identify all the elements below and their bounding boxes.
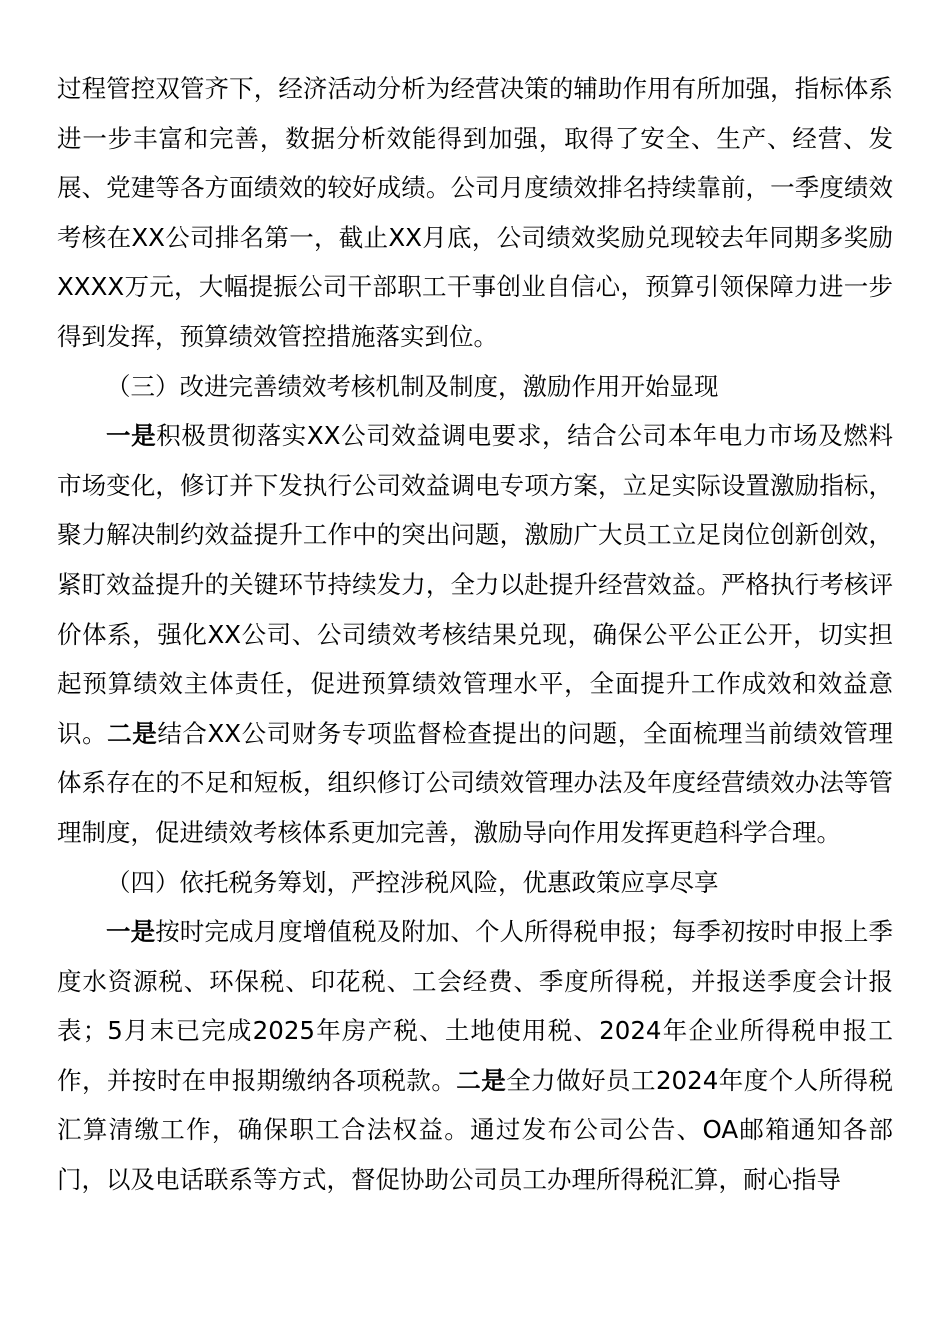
heading-text: （三）改进完善绩效考核机制及制度，激励作用开始显现 xyxy=(106,371,719,401)
section-heading-4 xyxy=(57,858,893,908)
emphasis-first: 一是 xyxy=(106,421,157,451)
heading-text: （四）依托税务筹划，严控涉税风险，优惠政策应享尽享 xyxy=(106,867,719,897)
paragraph-assessment-mechanism xyxy=(57,411,893,857)
section-heading-3 xyxy=(57,362,893,412)
paragraph-performance-results xyxy=(57,64,893,362)
paragraph-text: 结合XX公司财务专项监督检查提出的问题，全面梳理当前绩效管理体系存在的不足和短板，组织修订公司绩效管理办法及年度经营绩效办法等管理制度，促进绩效考核体系更加完善，激励导向作用发挥更趋科学合理。 xyxy=(57,718,893,847)
emphasis-first: 一是 xyxy=(106,917,156,947)
paragraph-tax-planning xyxy=(57,907,893,1205)
emphasis-second: 二是 xyxy=(107,718,158,748)
paragraph-text: 按时完成月度增值税及附加、个人所得税申报；每季初按时申报上季度水资源税、环保税、印花税、工会经费、季度所得税，并报送季度会计报表；5月末已完成2025年房产税、土地使用税、2024年企业所得税申报工作，并按时在申报期缴纳各项税款。 xyxy=(57,917,894,1095)
paragraph-text: 积极贯彻落实XX公司效益调电要求，结合公司本年电力市场及燃料市场变化，修订并下发执行公司效益调电专项方案，立足实际设置激励指标，聚力解决制约效益提升工作中的突出问题，激励广大员工立足岗位创新创效，紧盯效益提升的关键环节持续发力，全力以赴提升经营效益。严格执行考核评价体系，强化XX公司、公司绩效考核结果兑现，确保公平公正公开，切实担起预算绩效主体责任，促进预算绩效管理水平，全面提升工作成效和效益意识。 xyxy=(57,421,893,748)
paragraph-text: 过程管控双管齐下，经济活动分析为经营决策的辅助作用有所加强，指标体系进一步丰富和完善，数据分析效能得到加强，取得了安全、生产、经营、发展、党建等各方面绩效的较好成绩。公司月度绩效排名持续靠前，一季度绩效考核在XX公司排名第一，截止XX月底，公司绩效奖励兑现较去年同期多奖励XXXX万元，大幅提振公司干部职工干事创业自信心，预算引领保障力进一步得到发挥，预算绩效管控措施落实到位。 xyxy=(57,74,893,351)
emphasis-second: 二是 xyxy=(456,1065,507,1095)
paragraph-text: 全力做好员工2024年度个人所得税汇算清缴工作，确保职工合法权益。通过发布公司公告、OA邮箱通知各部门，以及电话联系等方式，督促协助公司员工办理所得税汇算，耐心指导 xyxy=(57,1065,893,1195)
document-body xyxy=(57,64,893,1205)
